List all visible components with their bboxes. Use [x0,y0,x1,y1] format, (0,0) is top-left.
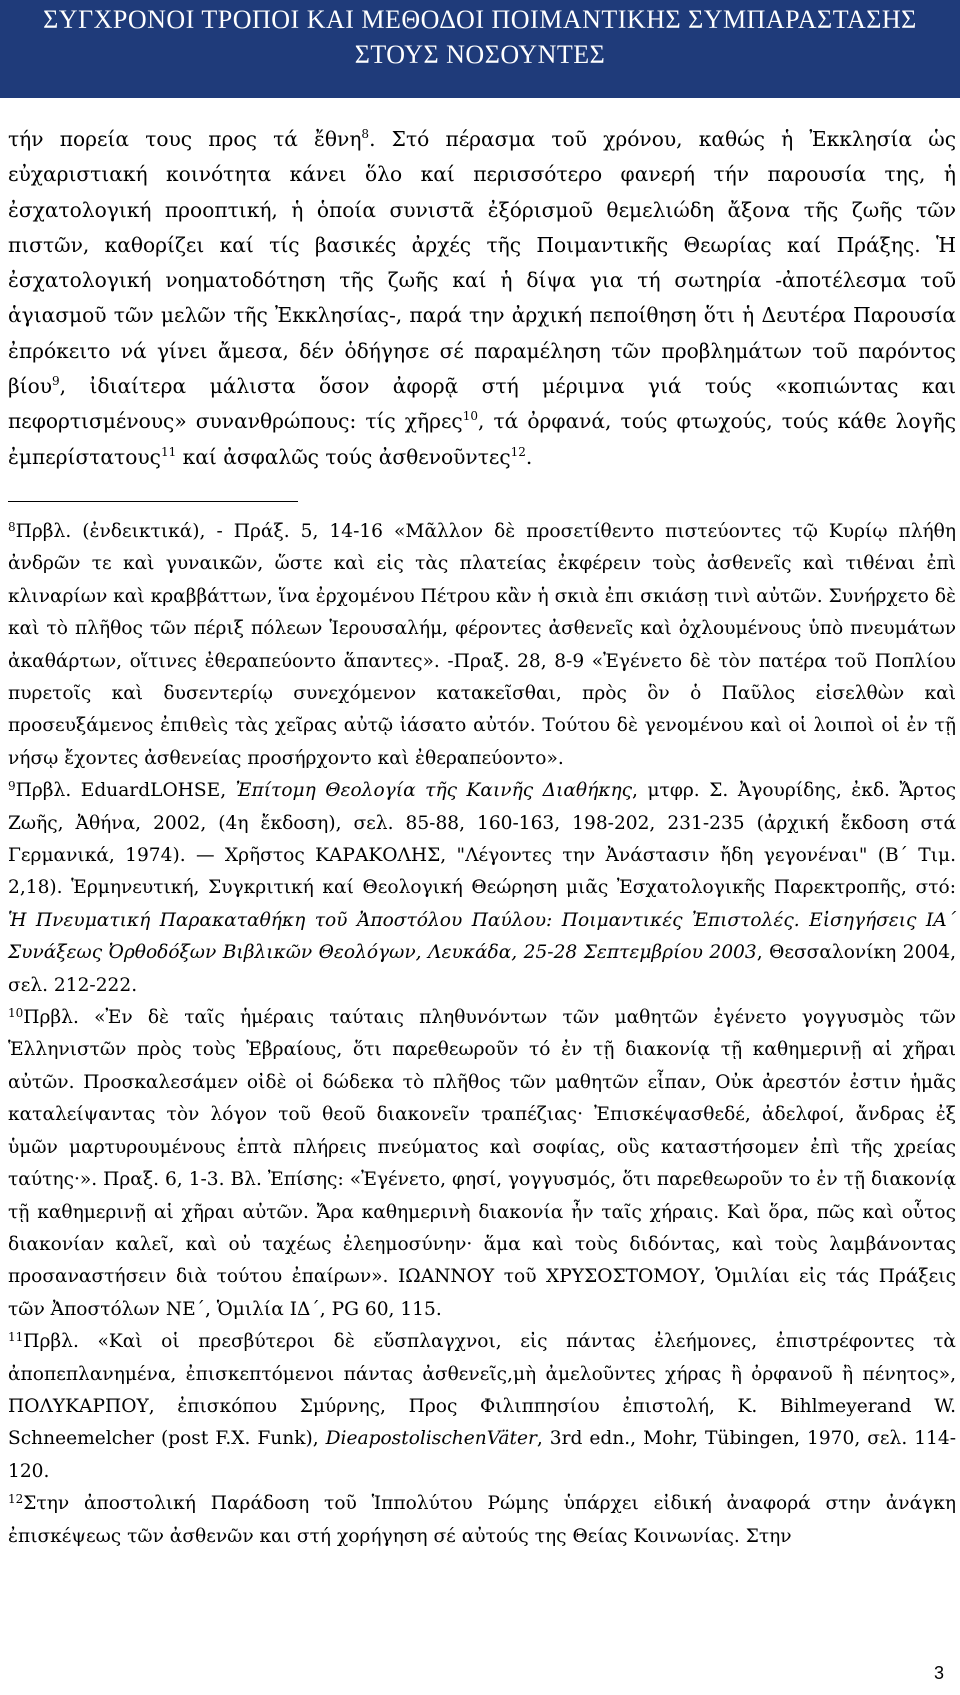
header-title-line2: ΣΤΟΥΣ ΝΟΣΟΥΝΤΕΣ [354,40,606,69]
footnote-ref-12: 12 [510,444,526,459]
footnote-mark: 10 [8,1006,24,1021]
page-content [8,122,956,1553]
footnote-book-title: Ἐπίτομη Θεολογία τῆς Καινῆς Διαθήκης [235,780,633,802]
body-text-1: τήν πορεία τους προς τά ἔθνη [8,127,362,151]
footnote-text: Πρβλ. «Ἐν δὲ ταῖς ἡμέραις ταύταις πληθυνόντων τῶν μαθητῶν ἐγένετο γογγυσμὸς τῶν Ἑλληνιστῶν πρὸς τοὺς Ἑβραίους, ὅτι παρεθεωροῦν τό ἐν τῇ διακονίᾳ τῇ καθημερινῇ αἱ χῆραι αὐτῶν. Προσκαλεσάμεν οἰδὲ οἱ δώδεκα τὸ πλῆθος τῶν μαθητῶν εἶπαν, Οὐκ ἀρεστόν ἐστιν ἡμᾶς καταλείψαντας τὸν λόγον τοῦ θεοῦ διακονεῖν τραπέζιας· Ἐπισκέψασθεδέ, ἀδελφοί, ἄνδρας ἐξ ὑμῶν μαρτυρουμένους ἑπτὰ πλήρεις πνεύματος καὶ σοφίας, οὓς καταστήσομεν ἐπὶ τῆς χρείας ταύτης·». Πραξ. 6, 1-3. Βλ. Ἐπίσης: «Ἐγένετο, φησί, γογγυσμός, ὅτι παρεθεωροῦν το ἐν τῇ διακονίᾳ τῇ καθημερινῇ αἱ χῆραι αὐτῶν. Ἄρα καθημερινὴ διακονία ἦν ταῖς χήραις. Καὶ ὅρα, πῶς καὶ οὗτος διακονίαν καλεῖ, καὶ οὐ ταχέως ἐλεημοσύνην· ἅμα καὶ τοὺς διδόντας, καὶ τοὺς λαμβάνοντας προσαναστήσειν διὰ τούτου ἐπαίρων». ΙΩΑΝΝΟΥ τοῦ ΧΡΥΣΟΣΤΟΜΟΥ, Ὁμιλίαι εἰς τάς Πράξεις τῶν Ἀποστόλων ΝΕ΄, Ὁμιλία ΙΔ΄, PG 60, 115. [8,1007,956,1320]
footnote-10 [8,1002,956,1326]
body-text-3: , ἰδιαίτερα μάλιστα ὅσον ἀφορᾷ στή μέριμνα γιά τούς «κοπιώντας και πεφορτισμένους» συνανθρώπους: τίς χῆρες [8,374,956,434]
body-text-4: , τά ὀρφανά, τούς φτωχούς, τούς κάθε λογῆς ἐμπερίστατους [8,409,956,469]
footnote-book-title: Ἡ Πνευματική Παρακαταθήκη τοῦ Ἀποστόλου Παύλου: Ποιμαντικές Ἐπιστολές. Εἰσηγήσεις ΙΑ΄ Συνάξεως Ὀρθοδόξων Βιβλικῶν Θεολόγων, Λευκάδα, 25-28 Σεπτεμβρίου 2003 [8,909,956,964]
running-header [0,0,960,98]
footnote-text: Πρβλ. (ἐνδεικτικά), - Πράξ. 5, 14-16 «Μᾶλλον δὲ προσετίθεντο πιστεύοντες τῷ Κυρίῳ πλήθη ἀνδρῶν τε καὶ γυναικῶν, ὥστε καὶ εἰς τὰς πλατείας ἐκφέρειν τοὺς ἀσθενεῖς καὶ τιθέναι ἐπὶ κλιναρίων καὶ κραββάττων, ἵνα ἐρχομένου Πέτρου κἂν ἡ σκιὰ ἐπι σκιάσῃ τινὶ αὐτῶν. Συνήρχετο δὲ καὶ τὸ πλῆθος τῶν πέριξ πόλεων Ἱερουσαλήμ, φέροντες ἀσθενεῖς καὶ ὀχλουμένους ὑπὸ πνευμάτων ἀκαθάρτων, οἵτινες ἐθεραπεύοντο ἅπαντες». -Πραξ. 28, 8-9 «Ἐγένετο δὲ τὸν πατέρα τοῦ Ποπλίου πυρετοῖς καὶ δυσεντερίῳ συνεχόμενον κατακεῖσθαι, πρὸς ὃν ὁ Παῦλος εἰσελθὼν καὶ προσευξάμενος ἐπιθεὶς τὰς χεῖρας αὐτῷ ἰάσατο αὐτόν. Τούτου δὲ γενομένου καὶ οἱ λοιποὶ οἱ ἐν τῇ νήσῳ ἔχοντες ἀσθενείας προσήρχοντο καὶ ἐθεραπεύοντο». [8,520,956,769]
body-paragraph [8,122,956,475]
footnote-book-title: DieapostolischenVäter [325,1428,537,1450]
footnote-text: , μτφρ. Σ. Ἀγουρίδης, ἐκδ. Ἄρτος Ζωῆς, Ἀθήνα, 2002, (4η ἔκδοση), σελ. 85-88, 160-163, 198-202, 231-235 (ἀρχική ἔκδοση στά Γερμανικά, 1974). — Χρῆστος ΚΑΡΑΚΟΛΗΣ, "Λέγοντες την Ἀνάστασιν ἤδη γεγονέναι" (Β΄ Τιμ. 2,18). Ἑρμηνευτική, Συγκριτική καί Θεολογική Θεώρηση μιᾶς Ἐσχατολογικῆς Παρεκτροπῆς, στό: [8,780,956,899]
footnote-ref-9: 9 [52,374,60,389]
footnote-9 [8,775,956,1002]
footnote-11 [8,1326,956,1488]
page-number: 3 [933,1663,944,1683]
body-text-2: . Στό πέρασμα τοῦ χρόνου, καθώς ἡ Ἐκκλησία ὡς εὐχαριστιακή κοινότητα κάνει ὅλο καί περισσότερο φανερή τήν παρουσία της, ἡ ἐσχατολογική προοπτική, ἡ ὁποία συνιστᾶ ἐξόρισμοῦ θεμελιώδη ἄξονα τῆς ζωῆς τῶν πιστῶν, καθορίζει καί τίς βασικές ἀρχές τῆς Ποιμαντικῆς Θεωρίας καί Πράξης. Ἡ ἐσχατολογική νοηματοδότηση τῆς ζωῆς καί ἡ δίψα για τή σωτηρία -ἀποτέλεσμα τοῦ ἁγιασμοῦ τῶν μελῶν τῆς Ἐκκλησίας-, παρά την ἀρχική πεποίθηση ὅτι ἡ Δευτέρα Παρουσία ἐπρόκειτο νά γίνει ἄμεσα, δέν ὁδήγησε σέ παραμέληση τῶν προβλημάτων τοῦ παρόντος βίου [8,127,956,399]
header-title-line1: ΣΥΓΧΡΟΝΟΙ ΤΡΟΠΟΙ ΚΑΙ ΜΕΘΟΔΟΙ ΠΟΙΜΑΝΤΙΚΗΣ ΣΥΜΠΑΡΑΣΤΑΣΗΣ [43,5,917,34]
footnotes [8,516,956,1553]
body-text-5: καί ἀσφαλῶς τούς ἀσθενοῦντες [176,444,511,469]
footnote-text: Πρβλ. «Καὶ οἱ πρεσβύτεροι δὲ εὔσπλαγχνοι, εἰς πάντας ἐλεήμονες, ἐπιστρέφοντες τὰ ἀποπεπλανημένα, ἐπισκεπτόμενοι πάντας ἀσθενεῖς,μὴ ἀμελοῦντες χήρας ἢ ὀρφανοῦ ἢ πένητος», ΠΟΛΥΚΑΡΠΟΥ, ἐπισκόπου Σμύρνης, Προς Φιλιππησίου ἐπιστολή, Κ. Bihlmeyerand W. Schneemelcher (post F.X. Funk), [8,1331,956,1450]
footnote-mark: 8 [8,519,16,534]
footnote-12 [8,1488,956,1553]
footnote-mark: 9 [8,779,16,794]
footnote-ref-8: 8 [361,127,370,141]
footnote-text: , 3rd edn., Mohr, Tübingen, 1970, σελ. 114-120. [8,1428,956,1482]
footnote-8 [8,516,956,775]
body-text-6: . [525,444,533,469]
footnote-ref-11: 11 [160,444,177,459]
footnote-text: , Θεσσαλονίκη 2004, σελ. 212-222. [8,942,956,996]
footnote-mark: 11 [8,1330,24,1345]
footnote-separator [8,501,298,502]
footnote-mark: 12 [8,1492,24,1507]
footnote-text: Στην ἀποστολική Παράδοση τοῦ Ἱππολύτου Ρώμης ὑπάρχει εἰδική ἀναφορά στην ἀνάγκη ἐπισκέψεως τῶν ἀσθενῶν και στή χορήγηση σέ αὐτούς της Θείας Κοινωνίας. Στην [8,1493,956,1547]
footnote-text: Πρβλ. EduardLOHSE, [15,780,236,802]
footnote-ref-10: 10 [462,409,479,424]
